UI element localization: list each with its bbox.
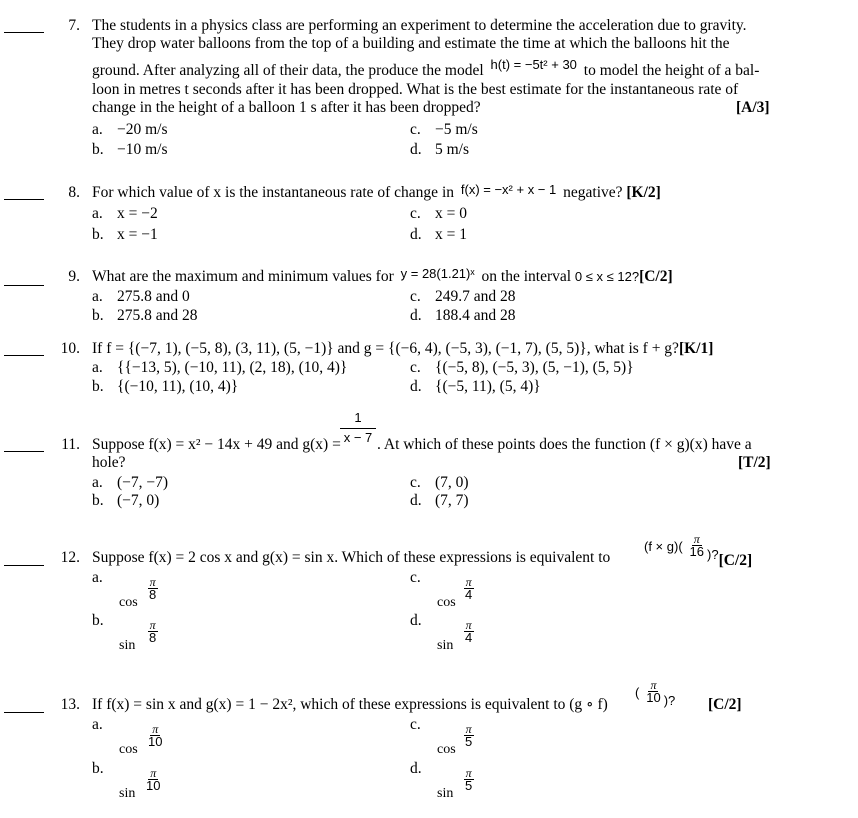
q11-stem [92,436,341,454]
q11-fraction-numerator: 1 [354,410,362,425]
q12-option-a-den: 8 [149,587,157,602]
q13-option-d-fn: sin [437,786,454,801]
q12-option-c-den: 4 [465,587,473,602]
q12-option-d-den: 4 [465,630,473,645]
q12-option-b-den: 8 [149,630,157,645]
q13-expr-fraction [644,679,662,704]
q9-stem [92,268,673,286]
q11-option-c[interactable]: (7, 0) [435,474,469,491]
q13-option-a-num: π [152,722,159,736]
q7-line-4: loon in metres t seconds after it has been dropped. What is the best estimate for the instantaneous rate of [92,81,739,98]
q11-option-b[interactable]: (−7, 0) [117,492,160,509]
q13-stem: If f(x) = sin x and g(x) = 1 − 2x², which of these expressions is equivalent to (g ∘ f) [92,696,608,713]
q8-function: f(x) = −x² + x − 1 [460,182,557,197]
q8-option-b-label: b. [92,226,104,243]
question-number-12: 12. [60,549,80,566]
q9-option-b[interactable]: 275.8 and 28 [117,307,198,324]
q12-option-c-num: π [465,575,472,589]
q13-option-b-num: π [150,766,157,780]
q13-option-a-fn: cos [119,742,138,757]
q7-option-b-label: b. [92,141,104,158]
q13-option-c-fn: cos [437,742,456,757]
q8-option-d-label: d. [410,226,422,243]
q9-option-d-label: d. [410,307,422,324]
q7-model-equation: h(t) = −5t² + 30 [490,57,577,72]
answer-blank-11[interactable] [4,451,44,452]
q8-tag: [K/2] [626,184,661,201]
q12-option-a-label: a. [92,569,103,586]
q9-function: y = 28(1.21)ˣ [400,266,475,281]
q7-option-a[interactable]: −20 m/s [117,121,168,138]
answer-blank-10[interactable] [4,355,44,356]
q12-stem: Suppose f(x) = 2 cos x and g(x) = sin x. Which of these expressions is equivalent to [92,549,611,566]
q12-expression [644,527,753,570]
q9-tag: [C/2] [639,268,673,285]
q13-option-d-num: π [465,766,472,780]
q8-text-end: negative? [563,184,623,201]
q11-option-d-label: d. [410,492,422,509]
answer-blank-13[interactable] [4,712,44,713]
q13-expr-prefix: ( [635,685,640,701]
q10-option-b[interactable]: {(−10, 11), (10, 4)} [117,378,239,395]
q12-option-b-num: π [149,618,156,632]
answer-blank-7[interactable] [4,32,44,33]
answer-blank-9[interactable] [4,285,44,286]
q11-fraction-bar [340,428,376,429]
question-number-9: 9. [68,268,80,285]
q11-fraction [340,410,376,445]
q10-option-a[interactable]: {{−13, 5), (−10, 11), (2, 18), (10, 4)} [117,359,348,376]
q13-option-c-frac [463,723,474,748]
q11-text: Suppose f(x) = x² − 14x + 49 and g(x) = [92,436,341,453]
q7-line-5: change in the height of a balloon 1 s after it has been dropped? [92,99,481,116]
question-number-11: 11. [61,436,80,453]
q7-option-c[interactable]: −5 m/s [435,121,478,138]
answer-blank-8[interactable] [4,199,44,200]
question-number-7: 7. [68,17,80,34]
q8-option-a-label: a. [92,205,103,222]
q11-fraction-denominator: x − 7 [343,430,373,445]
q13-expression [635,673,676,709]
q12-option-d-fn: sin [437,638,454,653]
q8-text: For which value of x is the instantaneous rate of change in [92,184,454,201]
q13-expr-num: π [650,678,657,692]
q13-option-b-fn: sin [119,786,136,801]
q13-expr-suffix: )? [663,693,676,709]
q11-option-a[interactable]: (−7, −7) [117,474,169,491]
q10-option-a-label: a. [92,359,103,376]
q12-option-a-frac [147,576,158,601]
q8-option-d[interactable]: x = 1 [435,226,467,243]
q10-tag: [K/1] [678,340,714,357]
q11-tag: [T/2] [738,454,771,471]
q12-option-d-label: d. [410,612,422,629]
q12-option-a-fn: cos [119,595,138,610]
q9-option-a-label: a. [92,288,103,305]
q13-tag: [C/2] [708,696,742,713]
q12-option-b-frac [147,619,158,644]
q12-option-d-frac [463,619,474,644]
q7-option-c-label: c. [410,121,421,138]
q13-option-c-num: π [465,722,472,736]
q13-option-b-label: b. [92,760,104,777]
q12-option-c-fn: cos [437,595,456,610]
q13-option-d-frac [463,767,474,792]
q12-option-c-frac [463,576,474,601]
q13-option-d-label: d. [410,760,422,777]
q7-line-1: The students in a physics class are performing an experiment to determine the acceleration due to gravity. [92,17,747,34]
q12-expr-prefix: (f × g)( [644,539,683,555]
q11-option-a-label: a. [92,474,103,491]
q9-option-a[interactable]: 275.8 and 0 [117,288,190,305]
q12-option-b-fn: sin [119,638,136,653]
q9-text: What are the maximum and minimum values for [92,268,394,285]
q10-option-c-label: c. [410,359,421,376]
q11-line-2: hole? [92,454,126,471]
q10-option-d-label: d. [410,378,422,395]
q10-option-b-label: b. [92,378,104,395]
q7-option-d[interactable]: 5 m/s [435,141,470,158]
q8-option-a[interactable]: x = −2 [117,205,158,222]
q12-option-d-num: π [465,618,472,632]
q11-text-end: . At which of these points does the function (f × g)(x) have a [377,436,752,453]
q10-stem [92,340,713,358]
q13-option-a-frac [146,723,164,748]
q13-option-b-den: 10 [146,778,161,793]
q12-expr-fraction [688,533,706,558]
q13-option-b-frac [144,767,162,792]
q12-expr-den: 16 [689,544,704,559]
q10-option-d[interactable]: {(−5, 11), (5, 4)} [435,378,541,395]
q11-option-c-label: c. [410,474,421,491]
q8-stem [92,184,661,202]
q10-text: If f = {(−7, 1), (−5, 8), (3, 11), (5, −1)} and g = {(−6, 4), (−5, 3), (−1, 7), (5, 5)}, what is f + g? [92,340,679,357]
q9-option-c[interactable]: 249.7 and 28 [435,288,516,305]
q8-option-b[interactable]: x = −1 [117,226,158,243]
q13-option-c-den: 5 [465,734,473,749]
q11-option-b-label: b. [92,492,104,509]
q7-tag: [A/3] [736,99,770,116]
q13-expr-den: 10 [646,690,661,705]
q7-option-a-label: a. [92,121,103,138]
q7-line-3-end: to model the height of a bal- [583,62,760,79]
q9-option-b-label: b. [92,307,104,324]
q12-tag: [C/2] [718,552,753,570]
q13-option-c-label: c. [410,716,421,733]
q7-option-b[interactable]: −10 m/s [117,141,168,158]
q7-option-d-label: d. [410,141,422,158]
q12-expr-num: π [693,532,700,546]
q12-expr-suffix: )? [707,547,719,563]
answer-blank-12[interactable] [4,565,44,566]
q9-option-d[interactable]: 188.4 and 28 [435,307,516,324]
q7-line-3 [92,57,760,80]
question-number-8: 8. [68,184,80,201]
q10-option-c[interactable]: {(−5, 8), (−5, 3), (5, −1), (5, 5)} [435,359,634,376]
q13-option-a-label: a. [92,716,103,733]
q7-line-3-text: ground. After analyzing all of their data, the produce the model [92,62,484,79]
question-number-10: 10. [60,340,80,357]
q7-line-2: They drop water balloons from the top of a building and estimate the time at which the balloons hit the [92,35,730,52]
q12-option-c-label: c. [410,569,421,586]
q13-option-d-den: 5 [465,778,473,793]
q9-text-mid: on the interval [481,268,572,285]
q12-option-a-num: π [149,575,156,589]
q13-option-a-den: 10 [148,734,163,749]
q8-option-c[interactable]: x = 0 [435,205,467,222]
q12-option-b-label: b. [92,612,104,629]
q8-option-c-label: c. [410,205,421,222]
question-number-13: 13. [60,696,80,713]
q9-interval: 0 ≤ x ≤ 12? [574,269,640,284]
q11-option-d[interactable]: (7, 7) [435,492,469,509]
q9-option-c-label: c. [410,288,421,305]
